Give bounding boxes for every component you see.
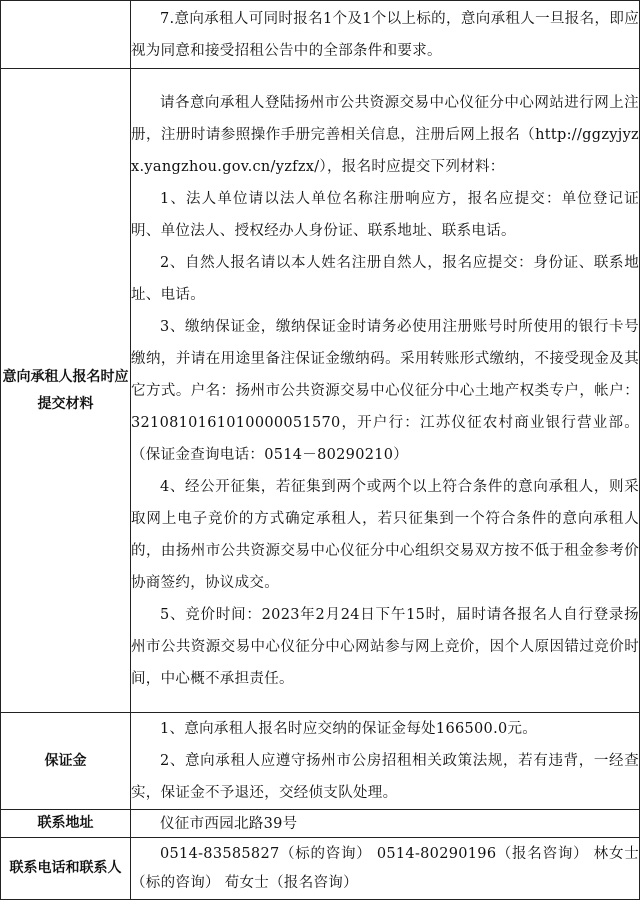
row-content-deposit [131,713,640,810]
table-row-deposit [1,713,640,810]
contact-value: 0514-83585827（标的咨询） 0514-80290196（报名咨询） 林女士（标的咨询） 荀女士（报名咨询） [131,845,639,891]
row-label-materials: 意向承租人报名时应提交材料 [1,69,131,713]
row-label-contact: 联系电话和联系人 [1,838,131,900]
paragraph-deposit-rules: 2、意向承租人应遵守扬州市公房招租相关政策法规，若有违背，一经查实，保证金不予退还，交经侦支队处理。 [131,753,639,801]
table-row-top [1,1,640,69]
address-value: 仪征市西园北路39号 [160,815,298,832]
paragraph-bidding-time: 5、竞价时间：2023年2月24日下午15时，届时请各报名人自行登录扬州市公共资源交易中心仪征分中心网站参与网上竞价，因个人原因错过竞价时间，中心概不承担责任。 [131,606,639,687]
paragraph-deposit-amount: 1、意向承租人报名时应交纳的保证金每处166500.0元。 [160,721,538,737]
row-content-contact [131,838,640,900]
table-row-materials [1,69,640,713]
table-row-address [1,810,640,838]
row-content-top [131,1,640,69]
table-row-contact [1,838,640,900]
row-label-empty [1,1,131,69]
paragraph-legal-entity: 1、法人单位请以法人单位名称注册响应方，报名应提交：单位登记证明、单位法人、授权经办人身份证、联系地址、联系电话。 [131,190,639,239]
paragraph-item-7: 7.意向承租人可同时报名1个及1个以上标的，意向承租人一旦报名，即应视为同意和接受招租公告中的全部条件和要求。 [131,10,639,59]
paragraph-deposit-payment: 3、缴纳保证金，缴纳保证金时请务必使用注册账号时所使用的银行卡号缴纳，并请在用途里备注保证金缴纳码。采用转账形式缴纳，不接受现金及其它方式。户名：扬州市公共资源交易中心仪征分中心土地产权类专户，帐户：3210810161010000051570，开户行：江苏仪征农村商业银行营业部。（保证金查询电话：0514－80290210） [131,318,639,463]
row-content-address [131,810,640,838]
row-label-deposit: 保证金 [1,713,131,810]
row-label-address: 联系地址 [1,810,131,838]
row-content-materials [131,69,640,713]
paragraph-bidding-method: 4、经公开征集，若征集到两个或两个以上符合条件的意向承租人，则采取网上电子竞价的方式确定承租人，若只征集到一个符合条件的意向承租人的，由扬州市公共资源交易中心仪征分中心组织交易双方按不低于租金参考价协商签约，协议成交。 [131,478,639,591]
paragraph-natural-person: 2、自然人报名请以本人姓名注册自然人，报名应提交：身份证、联系地址、电话。 [131,254,639,303]
paragraph-registration: 请各意向承租人登陆扬州市公共资源交易中心仪征分中心网站进行网上注册，注册时请参照操作手册完善相关信息，注册后网上报名（http://ggzyjyzx.yangzhou.gov.cn/yzfzx/），报名时应提交下列材料： [131,94,639,175]
